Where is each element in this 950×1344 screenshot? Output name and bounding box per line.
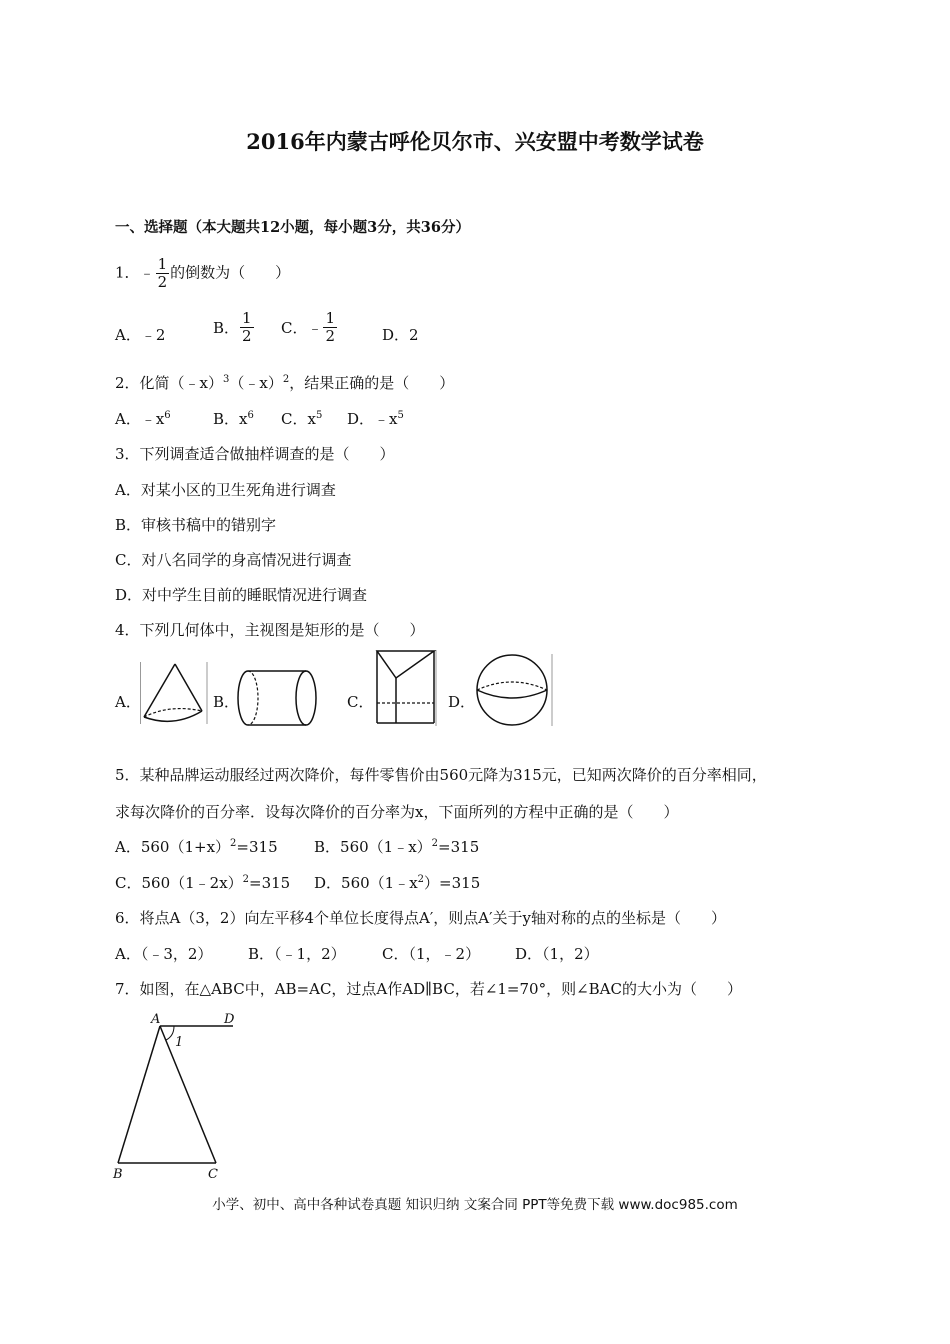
- q2-option-c: C．$x^5$: [281, 410, 323, 428]
- question-6: 6．将点A（3，2）向左平移4个单位长度得点A′，则点A′关于y轴对称的点的坐标是（ ）: [115, 909, 726, 927]
- q1-option-d: D．2: [382, 326, 419, 344]
- q4-option-b: B．: [213, 693, 240, 711]
- q1-fraction: $\frac{1}{2}$: [157, 255, 168, 291]
- section-heading: 一、选择题（本大题共12小题，每小题3分，共36分）: [115, 219, 470, 236]
- q4-option-c: C．: [347, 693, 374, 711]
- q1-option-b: B． $\frac{1}{2}$: [213, 309, 252, 345]
- label-angle-1: 1: [175, 1035, 184, 1050]
- label-a: A: [151, 1012, 161, 1027]
- question-4: 4．下列几何体中，主视图是矩形的是（ ）: [115, 621, 425, 639]
- q1-stem: 的倒数为（ ）: [170, 263, 291, 282]
- label-c: C: [208, 1167, 218, 1182]
- q3-option-b: B．审核书稿中的错别字: [115, 516, 277, 534]
- q3-option-d: D．对中学生目前的睡眠情况进行调查: [115, 586, 368, 604]
- question-2: 2．化简（﹣x）$^3$（﹣x）$^2$，结果正确的是（ ）: [115, 374, 455, 392]
- q5-option-c: C．560（1﹣2x）$^2$=315: [115, 874, 291, 892]
- label-b: B: [113, 1167, 123, 1182]
- question-5-line-1: 5．某种品牌运动服经过两次降价，每件零售价由560元降为315元，已知两次降价的百分率相同，: [115, 766, 767, 784]
- footer-note: 小学、初中、高中各种试卷真题 知识归纳 文案合同 PPT等免费下载 www.doc985.com: [212, 1197, 738, 1213]
- q6-option-a: A．（﹣3，2）: [115, 945, 213, 963]
- q3-option-a: A．对某小区的卫生死角进行调查: [115, 481, 336, 499]
- sphere-icon: [474, 652, 554, 728]
- q6-option-b: B．（﹣1，2）: [248, 945, 346, 963]
- cone-icon: [140, 660, 210, 726]
- q1-option-c: C．﹣ $\frac{1}{2}$: [281, 309, 336, 345]
- question-5-line-2: 求每次降价的百分率．设每次降价的百分率为x，下面所列的方程中正确的是（ ）: [115, 803, 679, 821]
- q3-option-c: C．对八名同学的身高情况进行调查: [115, 551, 352, 569]
- question-1: [115, 256, 290, 291]
- page-title: 2016年内蒙古呼伦贝尔市、兴安盟中考数学试卷: [246, 129, 704, 154]
- q4-option-d: D．: [448, 693, 476, 711]
- label-d: D: [224, 1012, 235, 1027]
- q4-option-a: A．: [115, 693, 141, 711]
- question-7: 7．如图，在△ABC中，AB=AC，过点A作AD∥BC，若∠1=70°，则∠BAC的大小为（ ）: [115, 980, 742, 998]
- q1-option-a: A．﹣2: [115, 326, 166, 344]
- triangle-diagram: [110, 1010, 245, 1185]
- question-3: 3．下列调查适合做抽样调查的是（ ）: [115, 445, 395, 463]
- triangular-prism-icon: [374, 648, 438, 728]
- q2-option-d: D．$﹣x^5$: [347, 410, 404, 428]
- q5-option-a: A．$560(1+x)^2=315$: [115, 838, 278, 856]
- q6-option-c: C．（1，﹣2）: [382, 945, 481, 963]
- q5-option-b: B．560（1﹣x）$^2$=315: [314, 838, 480, 856]
- q1-number: 1．: [115, 263, 140, 282]
- cylinder-icon: [236, 668, 320, 728]
- q6-option-d: D．（1，2）: [515, 945, 599, 963]
- q2-option-b: B．$x^6$: [213, 410, 254, 428]
- q2-option-a: A．$﹣x^6$: [115, 410, 171, 428]
- q5-option-d: D．$560(1﹣x^2)=315$: [314, 874, 481, 892]
- q1-minus: ﹣: [139, 263, 155, 282]
